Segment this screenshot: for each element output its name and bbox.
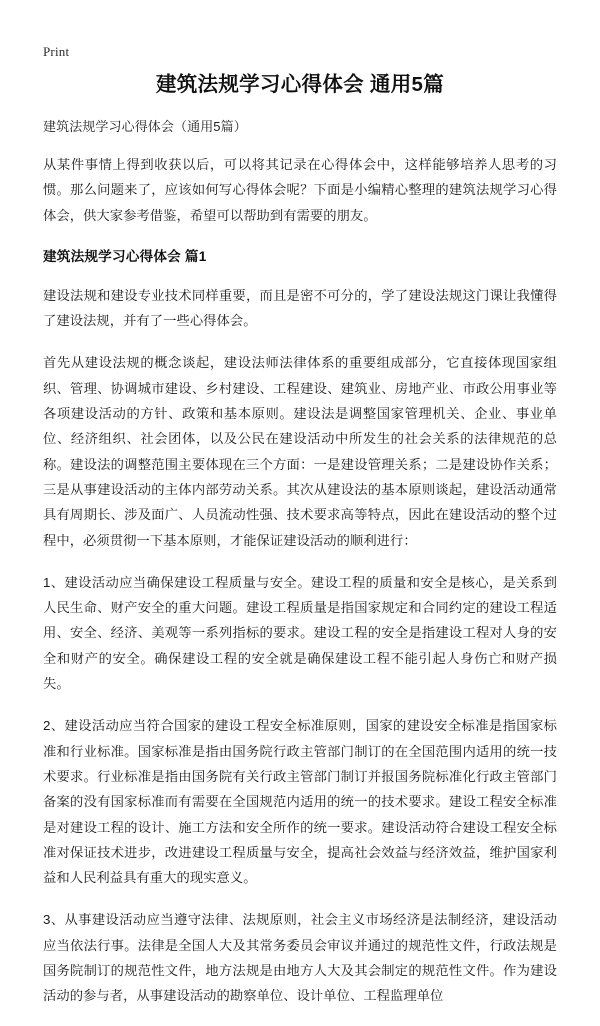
section-1-paragraph-2: 首先从建设法规的概念谈起，建设法师法律体系的重要组成部分，它直接体现国家组织、管理、协调城市建设、乡村建设、工程建设、建筑业、房地产业、市政公用事业等各项建设活动的方针、政策和基本原则。建设法是调整国家管理机关、企业、事业单位、经济组织、社会团体，以及公民在建设活动中所发生的社会关系的法律规范的总称。建设法的调整范围主要体现在三个方面：一是建设管理关系；二是建设协作关系；三是从事建设活动的主体内部劳动关系。其次从建设法的基本原则谈起，建设活动通常具有周期长、涉及面广、人员流动性强、技术要求高等特点，因此在建设活动的整个过程中，必须贯彻一下基本原则，才能保证建设活动的顺利进行： (43, 355, 557, 548)
document-content (43, 70, 557, 1026)
print-link[interactable]: Print (43, 44, 70, 59)
section-1-paragraph-4: 2、建设活动应当符合国家的建设工程安全标准原则，国家的建设安全标准是指国家标准和行业标准。国家标准是指由国务院行政主管部门制订的在全国范围内适用的统一技术要求。行业标准是指由国务院有关行政主管部门制订并报国务院标准化行政主管部门备案的没有国家标准而有需要在全国规范内适用的统一的技术要求。建设工程安全标准是对建设工程的设计、施工方法和安全所作的统一要求。建设活动符合建设工程安全标准对保证技术进步，改进建设工程质量与安全，提高社会效益与经济效益，维护国家利益和人民利益具有重大的现实意义。 (43, 718, 557, 886)
document-subtitle: 建筑法规学习心得体会（通用5篇） (43, 119, 247, 134)
intro-paragraph: 从某件事情上得到收获以后，可以将其记录在心得体会中，这样能够培养人思考的习惯。那么问题来了，应该如何写心得体会呢？下面是小编精心整理的建筑法规学习心得体会，供大家参考借鉴，希望可以帮助到有需要的朋友。 (43, 157, 557, 223)
section-1-paragraph-1: 建设法规和建设专业技术同样重要，而且是密不可分的，学了建设法规这门课让我懂得了建设法规，并有了一些心得体会。 (43, 287, 557, 329)
section-1-paragraph-5: 3、从事建设活动应当遵守法律、法规原则，社会主义市场经济是法制经济，建设活动应当依法行事。法律是全国人大及其常务委员会审议并通过的规范性文件，行政法规是国务院制订的规范性文件，地方法规是由地方人大及其会制定的规范性文件。作为建设活动的参与者，从事建设活动的勘察单位、设计单位、工程监理单位 (43, 912, 557, 1004)
section-1-paragraph-3: 1、建设活动应当确保建设工程质量与安全。建设工程的质量和安全是核心，是关系到人民生命、财产安全的重大问题。建设工程质量是指国家规定和合同约定的建设工程适用、安全、经济、美观等一系列指标的要求。建设工程的安全是指建设工程对人身的安全和财产的安全。确保建设工程的安全就是确保建设工程不能引起人身伤亡和财产损失。 (43, 574, 557, 692)
section-heading-1: 建筑法规学习心得体会 篇1 (43, 248, 207, 264)
page-title: 建筑法规学习心得体会 通用5篇 (155, 73, 445, 96)
